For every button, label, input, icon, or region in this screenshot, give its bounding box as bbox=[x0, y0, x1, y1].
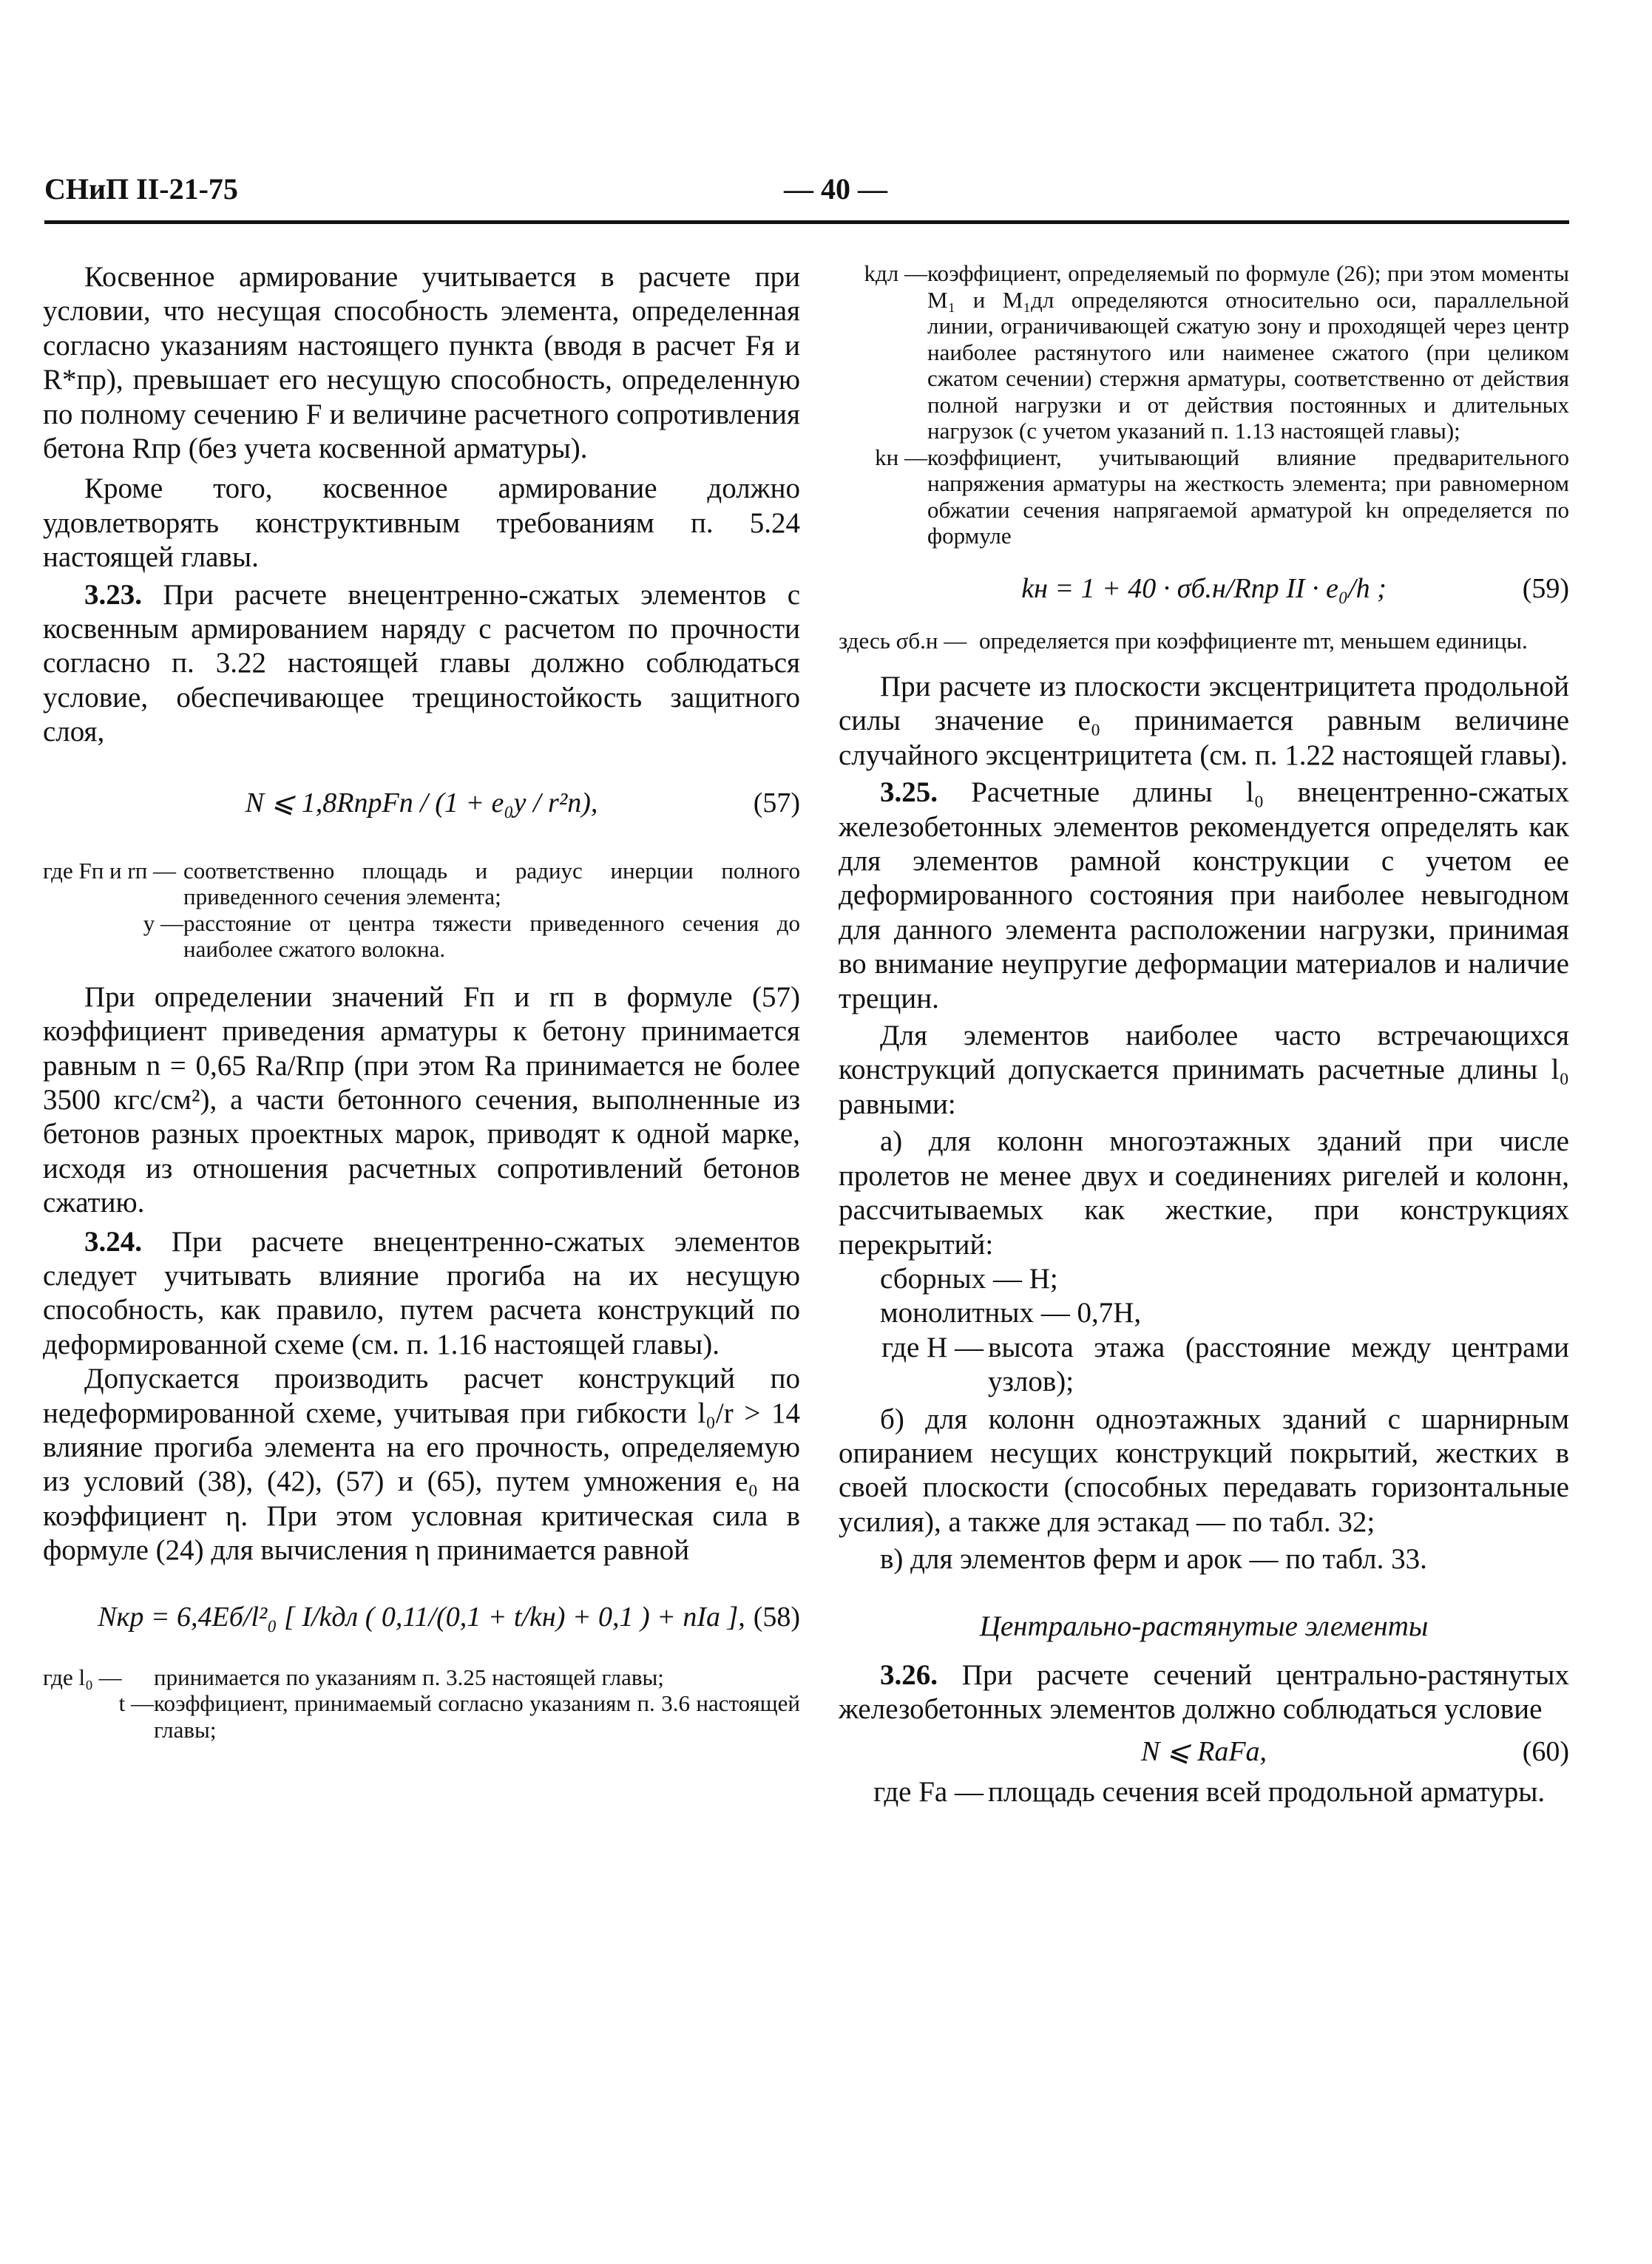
paragraph: Кроме того, косвенное армирование должно удовлетворять конструктивным требованиям п. 5.24 настоящей главы. bbox=[43, 472, 800, 574]
formula-expression: N ⩽ 1,8RпрFп / (1 + e₀y / r²п), bbox=[245, 787, 598, 819]
equation-number: (58) bbox=[753, 1601, 800, 1633]
definition-item bbox=[839, 1775, 1569, 1809]
definition-text: принимается по указаниям п. 3.25 настоящей главы; bbox=[154, 1664, 664, 1690]
definition-text: расстояние от центра тяжести приведенного сечения до наиболее сжатого волокна. bbox=[183, 909, 800, 963]
definition-term: t — bbox=[118, 1690, 154, 1717]
formula-expression: kн = 1 + 40 · σб.н/Rпр II · e₀/h ; bbox=[1021, 572, 1387, 604]
formula-expression: N ⩽ RаFа, bbox=[1140, 1736, 1267, 1768]
page-header bbox=[44, 172, 1568, 216]
section-heading: Центрально-растянутые элементы bbox=[979, 1610, 1429, 1642]
list-subitem: монолитных — 0,7H, bbox=[880, 1297, 1142, 1329]
paragraph: Допускается производить расчет конструкций по недеформированной схеме, учитывая при гибкости l₀/r > 14 влияние прогиба элемента на его прочность, определяемую из условий (38), (42), (57) и (65), путем умножения e₀ на коэффициент η. При этом условная критическая сила в формуле (24) для вычисления η принимается равной bbox=[43, 1363, 800, 1567]
definition-term: kн — bbox=[875, 444, 927, 470]
definition-text: высота этажа (расстояние между центрами узлов); bbox=[988, 1331, 1569, 1398]
formula-59 bbox=[839, 555, 1569, 622]
definition-item bbox=[43, 1690, 800, 1743]
definition-term: где l₀ — bbox=[43, 1664, 122, 1690]
definition-text: коэффициент, определяемый по формуле (26); при этом моменты M₁ и M₁дл определяются относительно оси, параллельной линии, ограничивающей сжатую зону и проходящей через центр наиболее растянутого или наименее сжатого (при целиком сжатом сечении) стержня арматуры, соответственно от действия полной нагрузки и от действия постоянных и длительных нагрузок (с учетом указаний п. 1.13 настоящей главы); bbox=[927, 260, 1569, 444]
section-number: 3.26. bbox=[880, 1658, 938, 1691]
section-number: 3.25. bbox=[880, 776, 938, 809]
section-number: 3.24. bbox=[84, 1225, 142, 1258]
section-text: Расчетные длины l₀ внецентренно-сжатых железобетонных элементов рекомендуется определять как для элементов рамной конструкции с учетом ее деформированного состояния при наиболее невыгодном для данного элемента расположении нагрузки, принимая во внимание неупругие деформации материалов и наличие трещин. bbox=[839, 776, 1569, 1014]
definition-item bbox=[839, 444, 1569, 549]
document-code: СНиП II-21-75 bbox=[44, 172, 238, 206]
equation-number: (57) bbox=[753, 787, 800, 819]
definition-text: площадь сечения всей продольной арматуры. bbox=[988, 1776, 1546, 1809]
section-text: При расчете внецентренно-сжатых элементов с косвенным армированием наряду с расчетом по прочности согласно п. 3.22 настоящей главы должно соблюдаться условие, обеспечивающее трещиностойкость защитного слоя, bbox=[43, 578, 800, 748]
section-3-23 bbox=[43, 578, 800, 750]
formula-60 bbox=[839, 1732, 1569, 1771]
definition-item bbox=[839, 628, 1569, 654]
definition-item bbox=[43, 858, 800, 910]
definition-item bbox=[839, 260, 1569, 444]
definition-term: здесь σб.н — bbox=[839, 627, 967, 654]
definition-item bbox=[43, 910, 800, 963]
definition-term: где Fп и rп — bbox=[43, 857, 177, 884]
section-3-25 bbox=[839, 776, 1569, 1016]
equation-number: (60) bbox=[1522, 1736, 1569, 1768]
header-rule bbox=[44, 220, 1569, 224]
definition-term: где H — bbox=[881, 1331, 984, 1363]
paragraph: При определении значений Fп и rп в формуле (57) коэффициент приведения арматуры к бетону принимается равным n = 0,65 Rа/Rпр (при этом Rа принимается не более 3500 кгс/см²), а части бетонного сечения, выполненные из бетонов разных проектных марок, приводят к одной марке, исходя из отношения расчетных сопротивлений бетонов сжатию. bbox=[43, 980, 800, 1219]
paragraph: При расчете из плоскости эксцентрицитета продольной силы значение e₀ принимается равным величине случайного эксцентрицитета (см. п. 1.22 настоящей главы). bbox=[839, 671, 1569, 771]
paragraph: Косвенное армирование учитывается в расчете при условии, что несущая способность элемента, определенная согласно указаниям настоящего пункта (вводя в расчет Fя и R*пр), превышает его несущую способность, определенную по полному сечению F и величине расчетного сопротивления бетона Rпр (без учета косвенной арматуры). bbox=[43, 261, 800, 465]
definition-term: где Fа — bbox=[873, 1776, 984, 1809]
definition-text: коэффициент, учитывающий влияние предварительного напряжения арматуры на жесткость элемента; при равномерном обжатии сечения напрягаемой арматурой kн определяется по формуле bbox=[927, 444, 1569, 549]
definition-text: определяется при коэффициенте mт, меньшем единицы. bbox=[979, 627, 1528, 654]
list-item-a: а) для колонн многоэтажных зданий при числе пролетов не менее двух и соединениях ригелей и колонн, рассчитываемых как жесткие, при конструкциях перекрытий: bbox=[839, 1125, 1569, 1261]
definition-text: коэффициент, принимаемый согласно указаниям п. 3.6 настоящей главы; bbox=[154, 1690, 800, 1743]
paragraph: Для элементов наиболее часто встречающихся конструкций допускается принимать расчетные длины l₀ равными: bbox=[839, 1020, 1569, 1120]
section-text: При расчете сечений центрально-растянутых железобетонных элементов должно соблюдаться условие bbox=[839, 1658, 1570, 1725]
page-number: — 40 — bbox=[784, 172, 887, 206]
section-number: 3.23. bbox=[84, 578, 142, 611]
definition-text: соответственно площадь и радиус инерции полного приведенного сечения элемента; bbox=[183, 857, 800, 910]
formula-58 bbox=[43, 1580, 800, 1654]
definition-item bbox=[839, 1331, 1569, 1400]
definition-term: y — bbox=[143, 909, 183, 936]
right-column bbox=[839, 260, 1569, 1810]
left-column bbox=[43, 260, 800, 1743]
section-3-26 bbox=[839, 1658, 1569, 1727]
section-text: При расчете внецентренно-сжатых элементов следует учитывать влияние прогиба на их несущую способность, как правило, путем расчета конструкций по деформированной схеме (см. п. 1.16 настоящей главы). bbox=[43, 1225, 801, 1360]
section-3-24 bbox=[43, 1225, 800, 1363]
formula-57 bbox=[43, 759, 800, 847]
definition-term: kдл — bbox=[864, 260, 927, 286]
definition-item bbox=[43, 1664, 800, 1691]
formula-expression: Nкр = 6,4Eб/l²₀ [ I/kдл ( 0,11/(0,1 + t/kн) + 0,1 ) + nIа ], bbox=[98, 1601, 745, 1633]
list-subitem: сборных — H; bbox=[880, 1262, 1058, 1295]
equation-number: (59) bbox=[1522, 572, 1569, 604]
list-item-b: б) для колонн одноэтажных зданий с шарнирным опиранием несущих конструкций покрытий, жестких в своей плоскости (способных передавать горизонтальные усилия), а также для эстакад — по табл. 32; bbox=[839, 1403, 1569, 1538]
list-item-c: в) для элементов ферм и арок — по табл. 33. bbox=[880, 1543, 1427, 1576]
